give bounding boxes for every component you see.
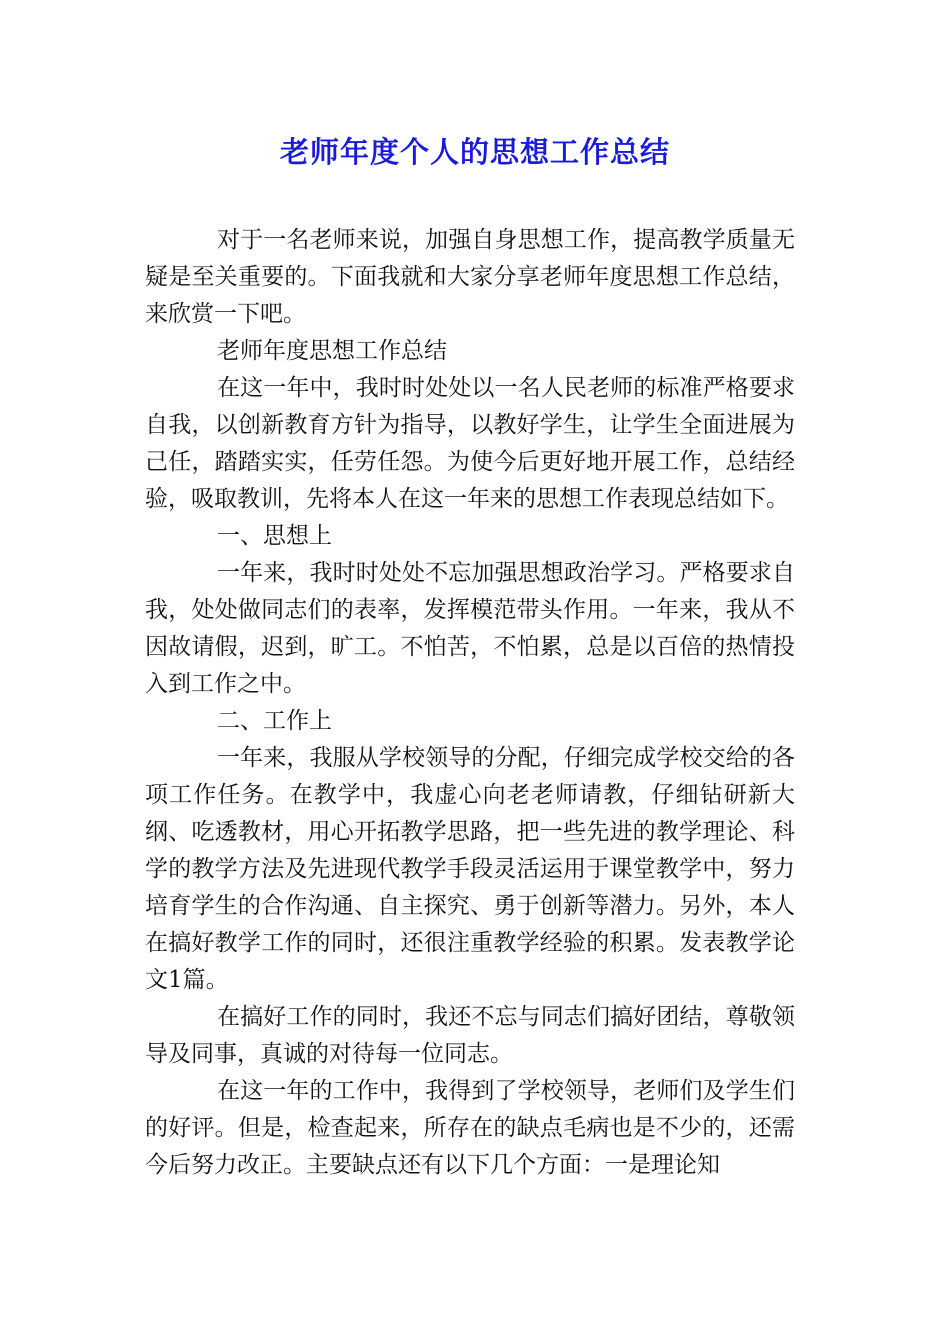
section-heading-work: 二、工作上 [217,708,332,734]
document-body [145,222,795,1184]
paragraph-work: 一年来，我服从学校领导的分配，仔细完成学校交给的各项工作任务。在教学中，我虚心向老老师请教，仔细钻研新大纲、吃透教材，用心开拓教学思路，把一些先进的教学理论、科学的教学方法及先进现代教学手段灵活运用于课堂教学中，努力培育学生的合作沟通、自主探究、勇于创新等潜力。另外，本人在搞好教学工作的同时，还很注重教学经验的积累。发表教学论文1篇。 [145,745,795,993]
paragraph-overview: 在这一年中，我时时处处以一名人民老师的标准严格要求自我，以创新教育方针为指导，以教好学生，让学生全面进展为己任，踏踏实实，任劳任怨。为使今后更好地开展工作，总结经验，吸取教训，先将本人在这一年来的思想工作表现总结如下。 [145,375,795,512]
paragraph-thought: 一年来，我时时处处不忘加强思想政治学习。严格要求自我，处处做同志们的表率，发挥模范带头作用。一年来，我从不因故请假，迟到，旷工。不怕苦，不怕累，总是以百倍的热情投入到工作之中。 [145,560,795,697]
section-heading-thought: 一、思想上 [217,523,332,549]
paragraph-subtitle: 老师年度思想工作总结 [217,338,447,364]
document-title: 老师年度个人的思想工作总结 [279,135,670,169]
paragraph-intro: 对于一名老师来说，加强自身思想工作，提高教学质量无疑是至关重要的。下面我就和大家分享老师年度思想工作总结，来欣赏一下吧。 [145,227,795,327]
paragraph-shortcomings: 在这一年的工作中，我得到了学校领导，老师们及学生们的好评。但是，检查起来，所存在的缺点毛病也是不少的，还需今后努力改正。主要缺点还有以下几个方面：一是理论知 [145,1078,795,1178]
paragraph-unity: 在搞好工作的同时，我还不忘与同志们搞好团结，尊敬领导及同事，真诚的对待每一位同志。 [145,1004,795,1067]
